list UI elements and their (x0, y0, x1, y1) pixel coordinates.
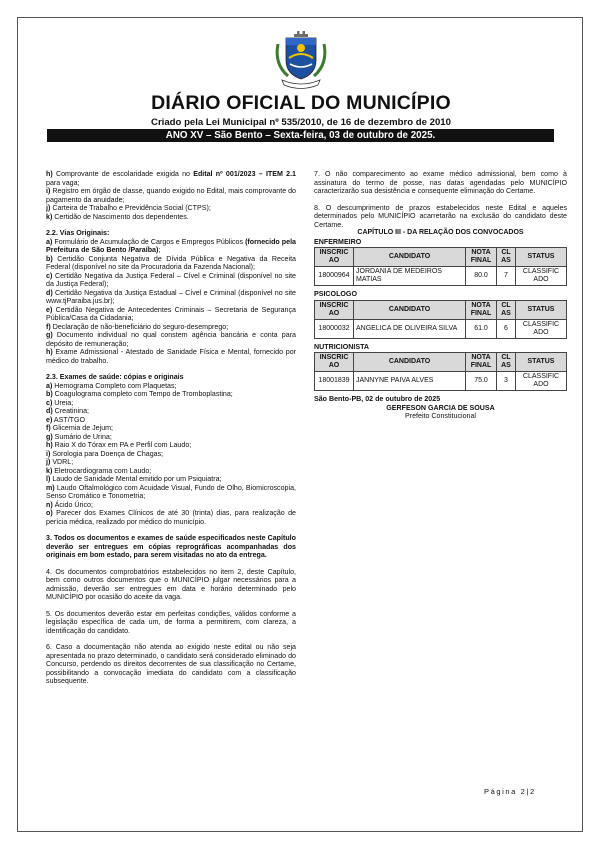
exames-title: 2.3. Exames de saúde: cópias e originais (46, 373, 184, 381)
header-inscricao: INSCRIC AO (315, 248, 354, 267)
paragraph-4: 4. Os documentos comprobatórios estabelecidos no item 2, deste Capítulo, bem como outros documentos que o MUNICÍPIO julgar necessários para a admissão, deverão ser entregues em data e horário determinado pelo MUNICÍPIO por ocasião do aceite da vaga. (46, 567, 296, 601)
chapter-heading: CAPÍTULO III - DA RELAÇÃO DOS CONVOCADOS (357, 229, 524, 236)
header-status: STATUS (516, 248, 567, 267)
exame-item: g) Sumário de Urina; (46, 432, 112, 441)
vias-item: e) Certidão Negativa de Antecedentes Criminais – Secretaria de Segurança Pública/Casa da Cidadania; (46, 305, 296, 322)
exame-item: j) VDRL; (46, 458, 74, 466)
header-clas: CL AS (497, 248, 516, 267)
paragraph-7: 7. O não comparecimento ao exame médico admissional, bem como à assinatura do termo de posse, nas datas agendadas pelo MUNICÍPIO caracterizarão sua desistência e consequente eliminação do Certame. (314, 170, 567, 195)
header-nota: NOTA FINAL (466, 353, 497, 372)
vias-item: g) Documento individual no qual constem agência bancária e conta para depósito de remuneração; (46, 331, 296, 348)
vias-item: h) Exame Admissional - Atestado de Sanidade Física e Mental, fornecido por médico do trabalho. (46, 348, 296, 365)
left-column (46, 170, 296, 686)
exame-item: c) Ureia; (46, 398, 74, 407)
table-row: 18000964 JORDANIA DE MEDEIROS MATIAS 80.0 7 CLASSIFIC ADO (315, 267, 567, 286)
paragraph-3: 3. Todos os documentos e exames de saúde especificados neste Capítulo deverão ser entregues em cópias reprográficas acompanhadas dos originais em bom estado, para serem visitadas no ato da entrega. (46, 534, 296, 559)
exame-item: f) Glicemia de Jejum; (46, 424, 114, 432)
item-i: i) Registro em órgão de classe, quando exigido no Edital, mais comprovante do pagamento da anuidade; (46, 187, 297, 204)
header-nota: NOTA FINAL (466, 248, 497, 267)
table-row: 18001839 JANNYNE PAIVA ALVES 75.0 3 CLASSIFIC ADO (315, 372, 567, 391)
category-label: ENFERMEIRO (314, 237, 362, 246)
exame-item: a) Hemograma Completo com Plaquetas; (46, 381, 177, 390)
header-clas: CL AS (497, 353, 516, 372)
vias-item: a) Formulário de Acumulação de Cargos e Empregos Públicos (fornecido pela Prefeitura de São Bento /Paraíba); (46, 237, 296, 254)
paragraph-6: 6. Caso a documentação não atenda ao exigido neste edital ou não seja apresentada no prazo determinado, o candidato será considerado eliminado do Concurso, perdendo os direitos decorrentes de sua classificação no Certame, possibilitando a convocação imediata do candidato com a classificação subsequente. (46, 643, 296, 685)
header-inscricao: INSCRIC AO (315, 353, 354, 372)
results-table (314, 247, 567, 286)
place-date: São Bento-PB, 02 de outubro de 2025 (314, 395, 441, 403)
exame-item: e) AST/TGO (46, 415, 86, 424)
exame-item: n) Ácido Úrico; (46, 500, 93, 509)
issue-banner: ANO XV – São Bento – Sexta-feira, 03 de outubro de 2025. (47, 129, 554, 142)
right-column (314, 170, 567, 421)
header-candidato: CANDIDATO (354, 248, 466, 267)
category-label: PSICOLOGO (314, 290, 357, 298)
exame-item: b) Coagulograma completo com Tempo de Tromboplastina; (46, 390, 233, 398)
table-row: 18000032 ANGELICA DE OLIVEIRA SILVA 61.0 6 CLASSIFIC ADO (315, 319, 567, 338)
exame-item: m) Laudo Oftalmológico com Acuidade Visual, Fundo de Olho, Biomicroscopia, Senso Cromático e Tonometria; (46, 483, 296, 500)
category-label: NUTRICIONISTA (314, 342, 370, 351)
header-candidato: CANDIDATO (354, 300, 466, 319)
exame-item: h) Raio X do Tórax em PA e Perfil com Laudo; (46, 441, 192, 449)
exame-item: l) Laudo de Sanidade Mental emitido por um Psiquiatra; (46, 475, 222, 483)
vias-item: d) Certidão Negativa da Justiça Estadual – Cível e Criminal (disponível no site www.tjParaiba.jus.br); (46, 288, 296, 305)
signer-name: GERFESON GARCIA DE SOUSA (386, 403, 495, 412)
exame-item: o) Parecer dos Exames Clínicos de até 30 (trinta) dias, para realização de perícia médica, realizado por médico do município. (46, 509, 296, 526)
paragraph-5: 5. Os documentos deverão estar em perfeitas condições, válidos conforme a legislação específica de cada um, de forma a permitirem, com clareza, a identificação do candidato. (46, 609, 296, 635)
header-nota: NOTA FINAL (466, 300, 497, 319)
vias-item: b) Certidão Conjunta Negativa de Dívida Pública e Negativa da Receita Federal (disponível no site da Procuradoria da Fazenda Nacional); (46, 254, 296, 271)
page-number: Página 2|2 (484, 787, 536, 796)
header-status: STATUS (516, 300, 567, 319)
vias-title: 2.2. Vias Originais: (46, 229, 110, 237)
item-j: j) Carteira de Trabalho e Previdência Social (CTPS); (46, 204, 211, 212)
item-k: k) Certidão de Nascimento dos dependentes. (46, 212, 189, 221)
vias-item: f) Declaração de não-beneficiário do seguro-desemprego; (46, 322, 229, 331)
exame-item: d) Creatinina; (46, 407, 89, 415)
signoff-block (314, 395, 567, 421)
item-h: h) Comprovante de escolaridade exigida no Edital nº 001/2023 – ITEM 2.1 para vaga; (46, 170, 296, 187)
header-candidato: CANDIDATO (354, 353, 466, 372)
results-table (314, 300, 567, 339)
vias-item: c) Certidão Negativa da Justiça Federal – Cível e Criminal (disponível no site da Justiça Federal); (46, 271, 296, 288)
header-inscricao: INSCRIC AO (315, 300, 354, 319)
header-status: STATUS (516, 353, 567, 372)
newspaper-title: DIÁRIO OFICIAL DO MUNICÍPIO (151, 92, 451, 114)
municipal-crest-icon (270, 30, 332, 92)
results-table (314, 352, 567, 391)
signer-role: Prefeito Constitucional (405, 412, 476, 420)
exame-item: k) Eletrocardiograma com Laudo; (46, 466, 152, 475)
paragraph-8: 8. O descumprimento de prazos estabelecidos neste Edital e aqueles determinados pelo MUNICÍPIO acarretarão na exclusão do candidato deste Certame. (314, 203, 567, 229)
header-clas: CL AS (497, 300, 516, 319)
exame-item: i) Sorologia para Doença de Chagas; (46, 449, 164, 458)
creation-law-subtitle: Criado pela Lei Municipal nº 535/2010, de 16 de dezembro de 2010 (151, 117, 451, 128)
